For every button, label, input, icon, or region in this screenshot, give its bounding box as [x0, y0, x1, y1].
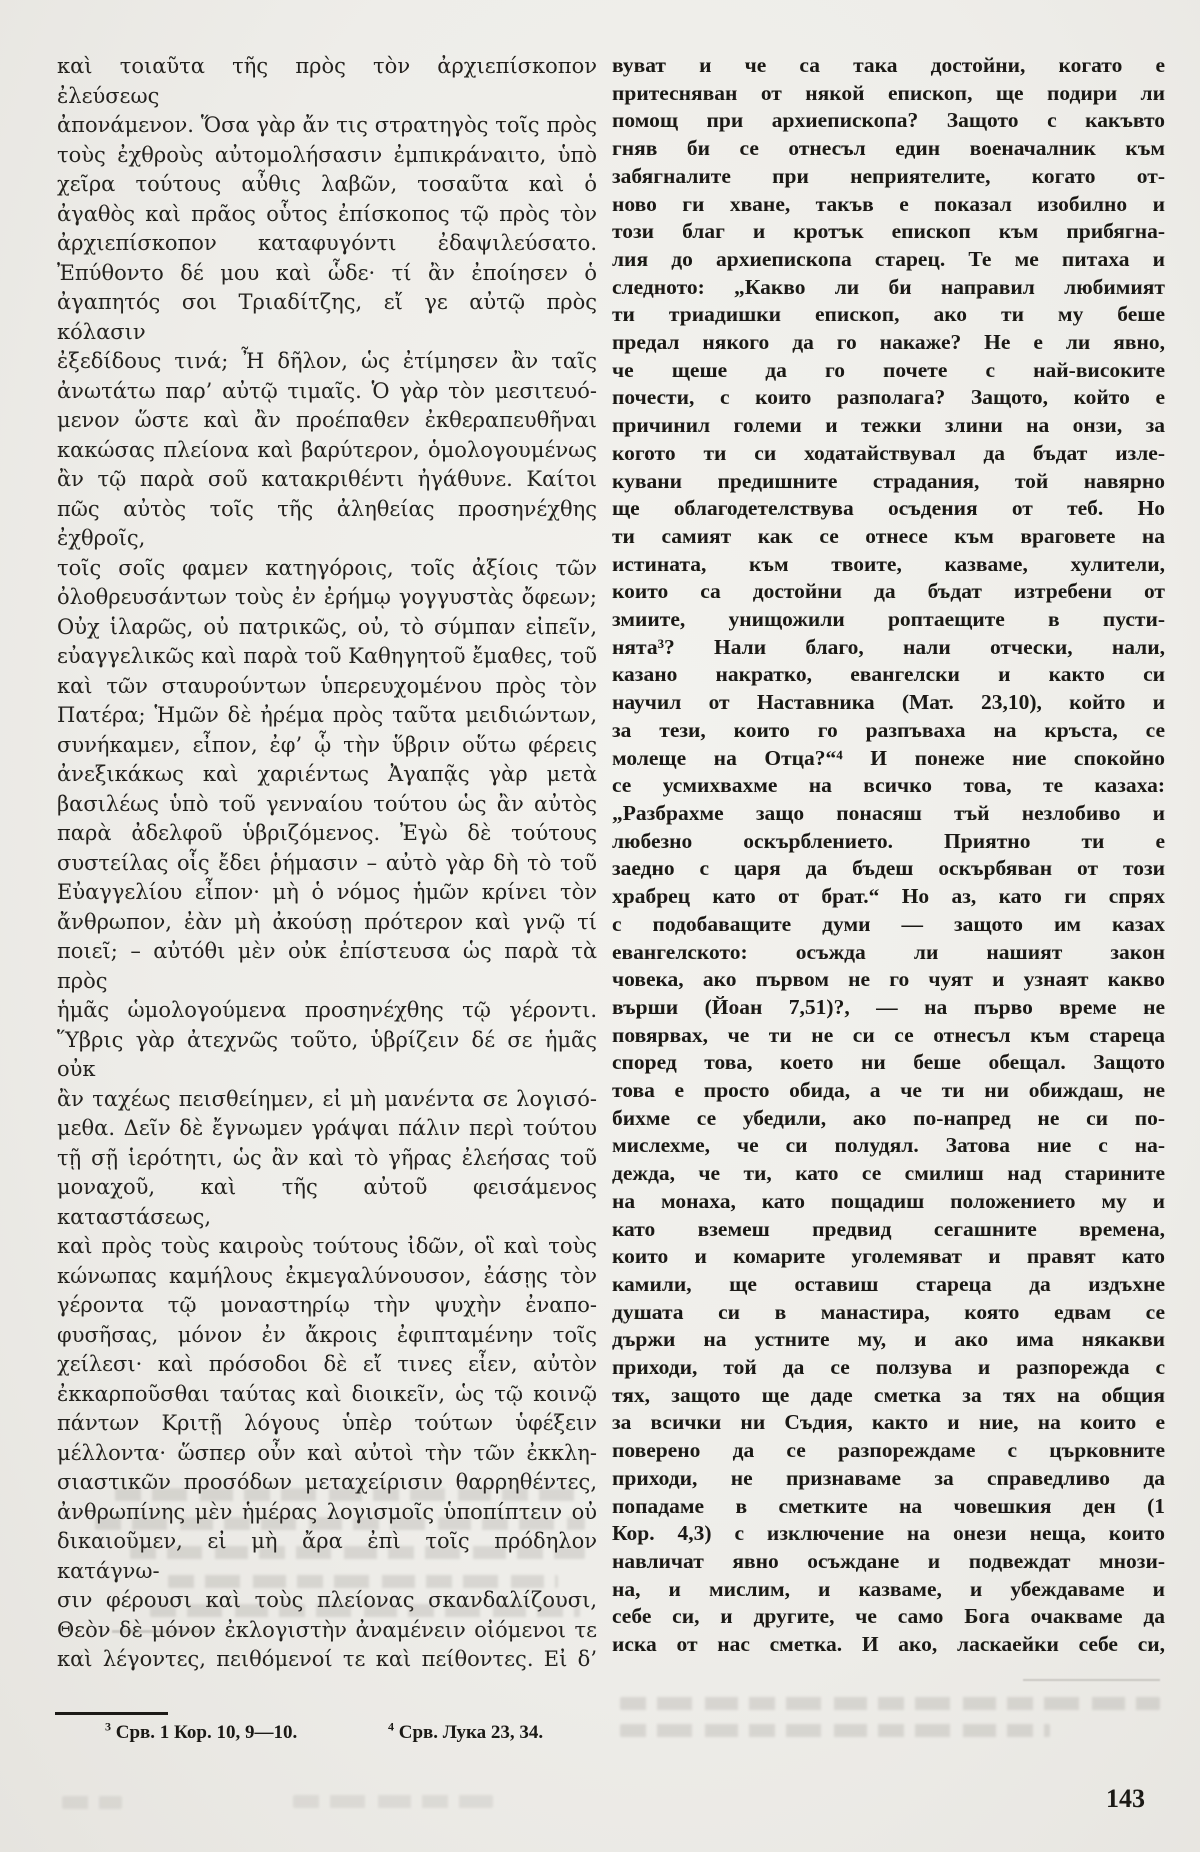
text-line: държи на устните му, и ако има някакви — [612, 1327, 1165, 1352]
bleed-through-rule — [112, 1630, 207, 1633]
text-line: предал някого да го накаже? Не е ли явно, — [612, 330, 1165, 355]
text-line: τῇ σῇ ἱερότητι, ὡς ἂν καὶ τὸ γῆρας ἐλεήσας τοῦ — [57, 1145, 597, 1170]
text-line: на, и мислим, и казваме, и убеждаваме и — [612, 1576, 1165, 1601]
text-line: Ἐπύθοντο δέ μου καὶ ὧδε· τί ἂν ἐποίησεν ὁ — [57, 260, 597, 285]
text-line: попадаме в сметките на човешкия ден (1 — [612, 1493, 1165, 1518]
text-line: причинил големи и тежки злини на онзи, за — [612, 413, 1165, 438]
text-line: μοναχοῦ, καὶ τῆς αὐτοῦ φεισάμενος καταστάσεως, — [57, 1175, 597, 1229]
text-line: се усмихвахме на всичко това, те казаха: — [612, 773, 1165, 798]
text-line: човека, ако първом не го чуят и узнаят какво — [612, 967, 1165, 992]
text-line: ἀπονάμενον. Ὅσα γὰρ ἄν τις στρατηγὸς τοῖς πρὸς — [57, 113, 597, 137]
text-line: ἐκκαρποῦσθαι ταύτας καὶ διοικεῖν, ὡς τῷ κοινῷ — [57, 1381, 597, 1406]
text-line: лия до архиепископа старец. Те ме питаха и — [612, 246, 1165, 271]
text-line: ὀλοθρευσάντων τοὺς ἐν ἐρήμῳ γογγυστὰς ὄφεων; — [57, 585, 597, 609]
text-line: φυσῆσας, μόνον ἐν ἄκροις ἐφιπταμένην τοῖς — [57, 1322, 597, 1347]
text-line: μεθα. Δεῖν δὲ ἔγνωμεν γράψαι πάλιν περὶ τούτου — [57, 1116, 597, 1140]
text-line: ἀνωτάτω παρ’ αὐτῷ τιμαῖς. Ὁ γὰρ τὸν μεσιτευό- — [57, 378, 597, 403]
text-line: гняв би се отнесъл един военачалник към — [612, 136, 1165, 161]
text-line: които и комарите уголемяват и правят като — [612, 1244, 1165, 1269]
text-line: змиите, унищожили роптаещите в пусти- — [612, 607, 1165, 632]
text-line: βασιλέως ὑπὸ τοῦ γενναίου τούτου ὡς ἂν αὐτὸς — [57, 791, 597, 816]
text-line: ἡμᾶς ὡμολογούμενα προσηνέχθης τῷ γέροντι. — [57, 998, 597, 1022]
text-line: истината, към твоите, казваме, хулители, — [612, 551, 1165, 576]
text-line: навличат явно осъждане и подвеждат мнози- — [612, 1548, 1165, 1573]
footnote-4 — [388, 1719, 544, 1744]
text-line: τοῖς σοῖς φαμεν κατηγόροις, τοῖς ἀξίοις τῶν — [57, 555, 597, 580]
text-line: σιν φέρουσι καὶ τοὺς πλείονας σκανδαλίζουσι, — [57, 1588, 597, 1612]
text-line: иска от нас сметка. И ако, ласкаейки себе си, — [612, 1632, 1165, 1657]
footnote-text: Срв. 1 Кор. 10, 9—10. — [115, 1722, 298, 1743]
text-line: παρὰ ἀδελφοῦ ὑβριζόμενος. Ἐγὼ δὲ τούτους — [57, 821, 597, 845]
text-line: μενον ὥστε καὶ ἂν προέπαθεν ἐκθεραπευθῆναι — [57, 408, 597, 432]
text-line: с подобаващите думи — защото им казах — [612, 911, 1165, 936]
text-line: кувани предишните страдания, той навярно — [612, 468, 1165, 493]
text-line: ще облагодетелствува осъдения от теб. Но — [612, 496, 1165, 521]
text-line: ἀνεξικάκως καὶ χαριέντως Ἀγαπᾷς γὰρ μετὰ — [57, 762, 597, 786]
text-line: συστείλας οἷς ἔδει ῥήμασιν – αὐτὸ γὰρ δὴ τὸ τοῦ — [57, 850, 597, 875]
text-line: евангелското: осъжда ли нашият закон — [612, 939, 1165, 964]
text-line: когото ти си ходатайствувал да бъдат изле- — [612, 440, 1165, 465]
text-line: това е просто обида, а че ти ни обиждаш, не — [612, 1078, 1165, 1103]
text-line: ти триадишки епископ, ако ти му беше — [612, 302, 1165, 327]
text-line: душата си в манастира, която едвам се — [612, 1299, 1165, 1324]
text-line: ἀνθρωπίνης μὲν ἡμέρας λογισμοῖς ὑποπίπτειν οὐ — [57, 1499, 597, 1524]
bleed-through-text — [130, 1546, 585, 1559]
text-line: καὶ πρὸς τοὺς καιροὺς τούτους ἰδῶν, οἳ καὶ τοὺς — [57, 1234, 597, 1258]
text-line: πάντων Κριτῇ λόγους ὑπὲρ τούτων ὑφέξειν — [57, 1411, 597, 1435]
text-line: за всички ни Съдия, както и ние, на които е — [612, 1410, 1165, 1435]
bleed-through-text — [620, 1724, 1050, 1737]
text-line: камили, ще оставиш стареца да издъхне — [612, 1271, 1165, 1296]
bleed-through-text — [115, 1488, 585, 1501]
text-line: τοὺς ἐχθροὺς αὐτομολήσασιν ἐμπικράναιτο, ὑπὸ — [57, 142, 597, 167]
bleed-through-text — [168, 1575, 558, 1588]
footnote-marker: 3 — [105, 1719, 111, 1734]
text-line: дежда, че ти, като се смилиш над старините — [612, 1161, 1165, 1186]
text-line: тях, защото ще даде сметка за тях на общия — [612, 1382, 1165, 1407]
text-line: според това, което ни беше обещал. Защото — [612, 1050, 1165, 1075]
text-line: храбрец като от брат.“ Но аз, като ги спрях — [612, 884, 1165, 909]
text-line: казано накратко, евангелски и както си — [612, 662, 1165, 687]
text-line: бихме се убедили, ако по-напред не си по- — [612, 1105, 1165, 1130]
text-line: πῶς αὐτὸς τοῖς τῆς ἀληθείας προσηνέχθης ἐχθροῖς, — [57, 496, 597, 550]
bleed-through-text — [150, 1604, 580, 1617]
text-line: καὶ τοιαῦτα τῆς πρὸς τὸν ἀρχιεπίσκοπον ἐλεύσεως — [57, 54, 597, 108]
text-line: за тези, които го разпъваха на кръста, се — [612, 717, 1165, 742]
footnote-marker: 4 — [388, 1719, 394, 1734]
text-line: „Разбрахме защо понасяш тъй незлобиво и — [612, 800, 1165, 825]
text-line: че щеше да го почете с най-високите — [612, 357, 1165, 382]
bleed-through-text — [95, 1517, 585, 1530]
text-line: μέλλοντα· ὥσπερ οὖν καὶ αὐτοὶ τὴν τῶν ἐκκλη- — [57, 1440, 597, 1465]
text-line: ποιεῖ; – αὐτόθι μὲν οὐκ ἐπίστευσα ὡς παρὰ τὰ πρὸς — [57, 939, 597, 993]
text-line: ἄνθρωπον, ἐὰν μὴ ἀκούσῃ πρότερον καὶ γνῷ τί — [57, 909, 597, 934]
text-line: приходи, не признаваме за справедливо да — [612, 1465, 1165, 1490]
text-line: κακώσας πλείονα καὶ βαρύτερον, ὁμολογουμένως — [57, 437, 597, 462]
text-line: ἐξεδίδους τινά; Ἦ δῆλον, ὡς ἐτίμησεν ἂν ταῖς — [57, 349, 597, 373]
text-line: помощ при архиепископа? Защото с какъвто — [612, 108, 1165, 133]
text-line: ти самият как се отнесе към враговете на — [612, 523, 1165, 548]
text-line: нята³? Нали благо, нали отчески, нали, — [612, 634, 1165, 659]
bulgarian-text-column — [612, 52, 1165, 1659]
text-line: които са достойни да бъдат изтребени от — [612, 579, 1165, 604]
text-line: Кор. 4,3) с изключение на онези неща, които — [612, 1521, 1165, 1546]
text-line: молеще на Отца?“⁴ И понеже ние спокойно — [612, 745, 1165, 770]
text-line: Ὕβρις γὰρ ἀτεχνῶς τοῦτο, ὑβρίζειν δέ σε ἡμᾶς οὐκ — [57, 1027, 597, 1081]
text-line: καὶ τῶν σταυρούντων ὑπερευχομένου πρὸς τὸν — [57, 673, 597, 698]
text-line: ἂν τῷ παρὰ σοῦ κατακριθέντι ἠγάθυνε. Καίτοι — [57, 467, 597, 491]
text-line: Εὐαγγελίου εἶπον· μὴ ὁ νόμος ἡμῶν κρίνει τὸν — [57, 880, 597, 904]
text-line: σιαστικῶν προσόδων μεταχείρισιν θαρρηθέντες, — [57, 1470, 597, 1494]
text-line: любезно оскърблението. Приятно ти е — [612, 828, 1165, 853]
text-line: мислехме, че си полудял. Затова ние с на- — [612, 1133, 1165, 1158]
bleed-through-text — [62, 1796, 122, 1809]
bleed-through-text — [620, 1697, 1160, 1710]
text-line: вуват и че са така достойни, когато е — [612, 53, 1165, 77]
greek-text-column — [57, 52, 597, 1675]
text-line: γέροντα τῷ μοναστηρίῳ τὴν ψυχὴν ἐναπο- — [57, 1293, 597, 1317]
text-line: κώνωπας καμήλους ἐκμεγαλύνουσον, ἐάσῃς τὸν — [57, 1263, 597, 1288]
text-line: ἀγαθὸς καὶ πρᾶος οὗτος ἐπίσκοπος τῷ πρὸς τὸν — [57, 201, 597, 226]
text-line: ἀρχιεπίσκοπον καταφυγόντι ἐδαψιλεύσατο. — [57, 231, 597, 255]
bleed-through-rule — [1023, 1679, 1160, 1681]
text-line: ново ги хване, такъв е показал изобилно и — [612, 191, 1165, 216]
text-line: Θεὸν δὲ μόνον ἐκλογιστὴν ἀναμένειν οἰόμενοι τε — [57, 1617, 597, 1642]
bleed-through-text — [293, 1795, 493, 1808]
footnote-text: Срв. Лука 23, 34. — [398, 1722, 544, 1743]
text-line: научил от Наставника (Мат. 23,10), който и — [612, 690, 1165, 715]
text-line: εὐαγγελικῶς καὶ παρὰ τοῦ Καθηγητοῦ ἔμαθες, τοῦ — [57, 644, 597, 668]
text-line: χείλεσι· καὶ πρόσοδοι δὲ εἴ τινες εἶεν, αὐτὸν — [57, 1352, 597, 1376]
text-line: притесняван от някой епископ, ще подири ли — [612, 80, 1165, 105]
text-line: поверено да се разпореждаме с църковните — [612, 1438, 1165, 1463]
text-line: приходи, той да се ползува и разпорежда с — [612, 1355, 1165, 1380]
text-line: на монаха, като пощадиш положението му и — [612, 1188, 1165, 1213]
text-line: ἂν ταχέως πεισθείημεν, εἰ μὴ μανέντα σε λογισό- — [57, 1086, 597, 1111]
text-line: като вземеш предвид сегашните времена, — [612, 1216, 1165, 1241]
text-line: следното: „Какво ли би направил любимият — [612, 274, 1165, 299]
text-line: χεῖρα τούτους αὖθις λαβῶν, τοσαῦτα καὶ ὁ — [57, 172, 597, 196]
text-line: Οὐχ ἱλαρῶς, οὐ πατρικῶς, οὐ, τὸ σύμπαν εἰπεῖν, — [57, 614, 597, 639]
text-line: този благ и кротък епископ към прибягна- — [612, 219, 1165, 244]
text-line: себе си, и другите, че само Бога очакваме да — [612, 1604, 1165, 1629]
text-line: заедно с царя да бъдеш оскърбяван от този — [612, 856, 1165, 881]
text-line: Πατέρα; Ἡμῶν δὲ ἠρέμα πρὸς ταῦτα μειδιώντων, — [57, 703, 597, 727]
text-line: върши (Йоан 7,51)?, — на първо време не — [612, 994, 1165, 1019]
page-number: 143 — [1106, 1784, 1145, 1813]
text-line: ἀγαπητός σοι Τριαδίτζης, εἴ γε αὐτῷ πρὸς κόλασιν — [57, 290, 597, 344]
text-line: συνήκαμεν, εἶπον, ἐφ’ ᾧ τὴν ὕβριν οὕτω φέρεις — [57, 732, 597, 757]
text-line: повярвах, че ти не си се отнесъл към стареца — [612, 1022, 1165, 1047]
footnote-3 — [105, 1719, 298, 1744]
text-line: καὶ λέγοντες, πειθόμενοί τε καὶ πείθοντες. Εἰ δ’ — [57, 1647, 597, 1671]
text-line: δικαιοῦμεν, εἰ μὴ ἄρα ἐπὶ τοῖς πρόδηλον κατάγνω- — [57, 1529, 597, 1583]
text-line: забягналите при неприятелите, когато от- — [612, 163, 1165, 188]
text-line: почести, с които разполага? Защото, който е — [612, 385, 1165, 410]
footnote-divider — [55, 1712, 168, 1715]
